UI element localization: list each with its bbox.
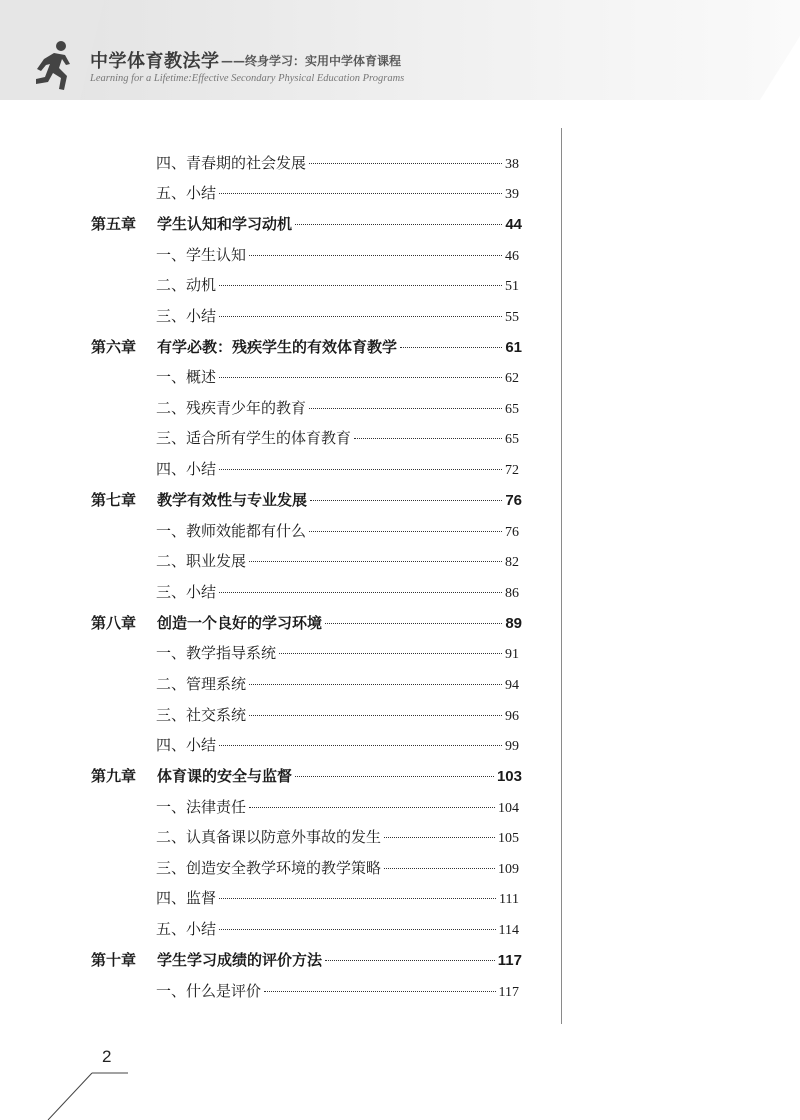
running-header: [0, 0, 800, 100]
section-title: 三、小结: [156, 307, 217, 325]
toc-section-entry[interactable]: [156, 270, 519, 300]
chapter-title: 有学必教：残疾学生的有效体育教学: [157, 338, 398, 356]
toc-section-entry[interactable]: [156, 700, 519, 730]
chapter-number: 第九章: [91, 767, 137, 785]
page-number-ref: 94: [505, 678, 519, 693]
page-number-ref: 38: [505, 157, 519, 172]
section-title: 三、小结: [156, 583, 217, 601]
dot-leader: [310, 500, 502, 501]
dot-leader: [295, 224, 502, 225]
toc-section-entry[interactable]: [156, 362, 519, 392]
section-title: 三、适合所有学生的体育教育: [156, 429, 352, 447]
dot-leader: [354, 438, 502, 439]
book-english-title: Learning for a Lifetime:Effective Secondary Physical Education Programs: [90, 73, 405, 84]
dot-leader: [295, 776, 494, 777]
chapter-number: 第十章: [91, 951, 137, 969]
page-number-ref: 61: [505, 339, 522, 356]
toc-section-entry[interactable]: [156, 178, 519, 208]
page-number-ref: 44: [505, 216, 522, 233]
page-number-ref: 117: [498, 985, 519, 1000]
chapter-title: 学生学习成绩的评价方法: [157, 951, 323, 969]
book-subtitle: ——终身学习：实用中学体育课程: [221, 54, 402, 68]
chapter-number: 第五章: [91, 215, 137, 233]
chapter-title: 创造一个良好的学习环境: [157, 614, 323, 632]
toc-chapter-entry[interactable]: [91, 608, 522, 638]
page-number-ref: 117: [497, 952, 522, 969]
toc-section-entry[interactable]: [156, 792, 519, 822]
dot-leader: [309, 408, 502, 409]
section-title: 二、残疾青少年的教育: [156, 399, 307, 417]
dot-leader: [264, 991, 496, 992]
toc-section-entry[interactable]: [156, 546, 519, 576]
toc-section-entry[interactable]: [156, 976, 519, 1006]
toc-chapter-entry[interactable]: [91, 945, 522, 975]
book-title: 中学体育教法学: [90, 51, 220, 72]
page-number-ref: 99: [505, 739, 519, 754]
runner-logo-icon: [30, 40, 76, 92]
page-number-ref: 105: [498, 831, 519, 846]
dot-leader: [309, 163, 502, 164]
toc-section-entry[interactable]: [156, 393, 519, 423]
toc-section-entry[interactable]: [156, 148, 519, 178]
chapter-title: 体育课的安全与监督: [157, 767, 293, 785]
page-number-ref: 104: [498, 801, 519, 816]
page-number-ref: 96: [505, 709, 519, 724]
page-number-ref: 103: [496, 768, 522, 785]
dot-leader: [219, 377, 502, 378]
dot-leader: [279, 653, 502, 654]
chapter-title: 学生认知和学习动机: [157, 215, 293, 233]
page-number-ref: 39: [505, 187, 519, 202]
page-number-ref: 72: [505, 463, 519, 478]
chapter-number: 第六章: [91, 338, 137, 356]
dot-leader: [219, 898, 496, 899]
page-number-ref: 62: [505, 371, 519, 386]
page-number-ref: 111: [499, 892, 519, 907]
dot-leader: [249, 807, 495, 808]
section-title: 四、青春期的社会发展: [156, 154, 307, 172]
dot-leader: [325, 623, 502, 624]
page-number-ref: 65: [505, 402, 519, 417]
toc-section-entry[interactable]: [156, 730, 519, 760]
page-number-ref: 86: [505, 586, 519, 601]
section-title: 一、什么是评价: [156, 982, 262, 1000]
section-title: 五、小结: [156, 184, 217, 202]
page-number-ref: 91: [505, 647, 519, 662]
toc-section-entry[interactable]: [156, 577, 519, 607]
chapter-title: 教学有效性与专业发展: [157, 491, 308, 509]
page-number-ref: 109: [498, 862, 519, 877]
section-title: 一、概述: [156, 368, 217, 386]
section-title: 一、法律责任: [156, 798, 247, 816]
toc-section-entry[interactable]: [156, 822, 519, 852]
toc-section-entry[interactable]: [156, 638, 519, 668]
page-number-ref: 51: [505, 279, 519, 294]
section-title: 二、管理系统: [156, 675, 247, 693]
section-title: 三、社交系统: [156, 706, 247, 724]
section-title: 四、监督: [156, 889, 217, 907]
toc-section-entry[interactable]: [156, 883, 519, 913]
section-title: 二、认真备课以防意外事故的发生: [156, 828, 382, 846]
chapter-number: 第七章: [91, 491, 137, 509]
dot-leader: [219, 316, 502, 317]
toc-section-entry[interactable]: [156, 301, 519, 331]
page-number-ref: 65: [505, 432, 519, 447]
section-title: 二、动机: [156, 276, 217, 294]
page-number-ref: 114: [498, 923, 519, 938]
dot-leader: [249, 561, 502, 562]
page-number-ref: 89: [505, 615, 522, 632]
toc-section-entry[interactable]: [156, 454, 519, 484]
dot-leader: [400, 347, 502, 348]
page-number-ref: 76: [505, 525, 519, 540]
dot-leader: [249, 255, 502, 256]
dot-leader: [249, 715, 502, 716]
page-number-ref: 82: [505, 555, 519, 570]
toc-chapter-entry[interactable]: [91, 761, 522, 791]
dot-leader: [309, 531, 502, 532]
page-number-ref: 76: [505, 492, 522, 509]
section-title: 一、教学指导系统: [156, 644, 277, 662]
toc-section-entry[interactable]: [156, 516, 519, 546]
page-number-ref: 46: [505, 249, 519, 264]
section-title: 三、创造安全教学环境的教学策略: [156, 859, 382, 877]
page-number: 2: [102, 1047, 112, 1066]
toc-section-entry[interactable]: [156, 423, 519, 453]
dot-leader: [219, 285, 502, 286]
section-title: 一、学生认知: [156, 246, 247, 264]
vertical-rule: [561, 128, 562, 1024]
toc-section-entry[interactable]: [156, 853, 519, 883]
toc-section-entry[interactable]: [156, 669, 519, 699]
dot-leader: [219, 193, 502, 194]
dot-leader: [384, 868, 495, 869]
dot-leader: [219, 592, 502, 593]
page-number-ref: 55: [505, 310, 519, 325]
dot-leader: [219, 469, 502, 470]
dot-leader: [219, 745, 502, 746]
toc-section-entry[interactable]: [156, 914, 519, 944]
dot-leader: [249, 684, 502, 685]
footer-corner-lines: [0, 1010, 200, 1120]
dot-leader: [325, 960, 495, 961]
section-title: 四、小结: [156, 736, 217, 754]
dot-leader: [384, 837, 495, 838]
toc-chapter-entry[interactable]: [91, 209, 522, 239]
toc-chapter-entry[interactable]: [91, 485, 522, 515]
dot-leader: [219, 929, 496, 930]
toc-chapter-entry[interactable]: [91, 332, 522, 362]
section-title: 一、教师效能都有什么: [156, 522, 307, 540]
section-title: 二、职业发展: [156, 552, 247, 570]
toc-section-entry[interactable]: [156, 240, 519, 270]
chapter-number: 第八章: [91, 614, 137, 632]
section-title: 四、小结: [156, 460, 217, 478]
section-title: 五、小结: [156, 920, 217, 938]
